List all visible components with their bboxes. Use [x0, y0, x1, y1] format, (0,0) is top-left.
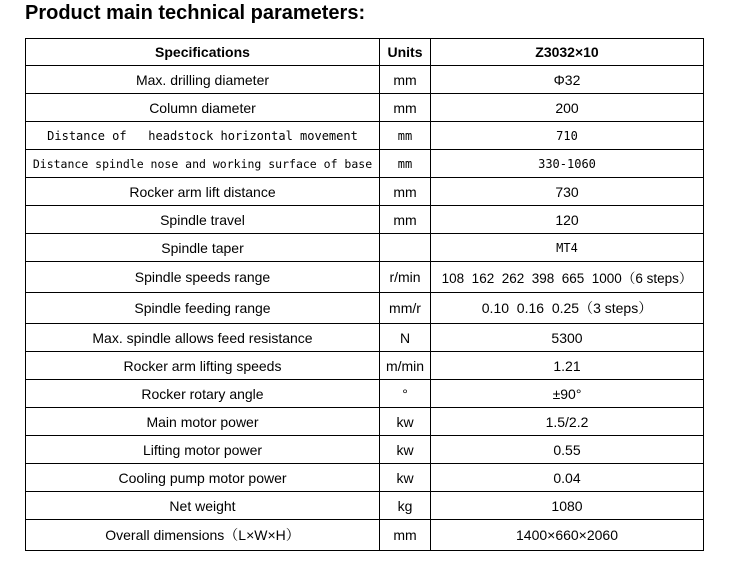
spec-cell: Net weight: [26, 492, 380, 520]
unit-cell: mm: [380, 122, 431, 150]
unit-cell: mm: [380, 206, 431, 234]
unit-cell: mm/r: [380, 293, 431, 324]
spec-cell: Spindle travel: [26, 206, 380, 234]
table-row: [26, 492, 704, 520]
unit-cell: kw: [380, 408, 431, 436]
unit-cell: kg: [380, 492, 431, 520]
header-model: Z3032×10: [431, 39, 704, 66]
value-cell: 1400×660×2060: [431, 520, 704, 551]
value-cell: 120: [431, 206, 704, 234]
value-cell: 1.5/2.2: [431, 408, 704, 436]
unit-cell: kw: [380, 464, 431, 492]
table-row: [26, 150, 704, 178]
unit-cell: r/min: [380, 262, 431, 293]
value-cell: 730: [431, 178, 704, 206]
spec-cell: Spindle feeding range: [26, 293, 380, 324]
value-cell: MT4: [431, 234, 704, 262]
table-row: [26, 352, 704, 380]
unit-cell: mm: [380, 66, 431, 94]
table-row: [26, 122, 704, 150]
table-row: [26, 464, 704, 492]
table-row: [26, 324, 704, 352]
spec-cell: Rocker arm lift distance: [26, 178, 380, 206]
value-cell: 200: [431, 94, 704, 122]
spec-cell: Distance spindle nose and working surface of base: [26, 150, 380, 178]
value-cell: 710: [431, 122, 704, 150]
spec-cell: Spindle taper: [26, 234, 380, 262]
spec-cell: Spindle speeds range: [26, 262, 380, 293]
unit-cell: mm: [380, 520, 431, 551]
value-cell: 0.04: [431, 464, 704, 492]
spec-cell: Rocker rotary angle: [26, 380, 380, 408]
unit-cell: mm: [380, 150, 431, 178]
table-row: [26, 66, 704, 94]
table-row: [26, 408, 704, 436]
table-row: [26, 380, 704, 408]
unit-cell: mm: [380, 178, 431, 206]
table-header-row: [26, 39, 704, 66]
value-cell: 108 162 262 398 665 1000（6 steps）: [431, 262, 704, 293]
value-cell: 1.21: [431, 352, 704, 380]
table-row: [26, 206, 704, 234]
spec-cell: Column diameter: [26, 94, 380, 122]
value-cell: 0.10 0.16 0.25（3 steps）: [431, 293, 704, 324]
unit-cell: m/min: [380, 352, 431, 380]
spec-cell: Max. drilling diameter: [26, 66, 380, 94]
spec-cell: Distance of headstock horizontal movement: [26, 122, 380, 150]
table-row: [26, 436, 704, 464]
value-cell: Φ32: [431, 66, 704, 94]
unit-cell: °: [380, 380, 431, 408]
header-units: Units: [380, 39, 431, 66]
table-row: [26, 262, 704, 293]
technical-parameters-table: [25, 38, 704, 551]
table-row: [26, 234, 704, 262]
table-row: [26, 293, 704, 324]
value-cell: 0.55: [431, 436, 704, 464]
unit-cell: kw: [380, 436, 431, 464]
value-cell: 330-1060: [431, 150, 704, 178]
spec-cell: Overall dimensions（L×W×H）: [26, 520, 380, 551]
spec-cell: Max. spindle allows feed resistance: [26, 324, 380, 352]
header-specifications: Specifications: [26, 39, 380, 66]
table-row: [26, 520, 704, 551]
unit-cell: [380, 234, 431, 262]
value-cell: 5300: [431, 324, 704, 352]
spec-cell: Rocker arm lifting speeds: [26, 352, 380, 380]
value-cell: ±90°: [431, 380, 704, 408]
spec-cell: Main motor power: [26, 408, 380, 436]
spec-cell: Cooling pump motor power: [26, 464, 380, 492]
unit-cell: N: [380, 324, 431, 352]
table-row: [26, 94, 704, 122]
spec-cell: Lifting motor power: [26, 436, 380, 464]
value-cell: 1080: [431, 492, 704, 520]
page-title: Product main technical parameters:: [25, 2, 366, 24]
table-row: [26, 178, 704, 206]
unit-cell: mm: [380, 94, 431, 122]
